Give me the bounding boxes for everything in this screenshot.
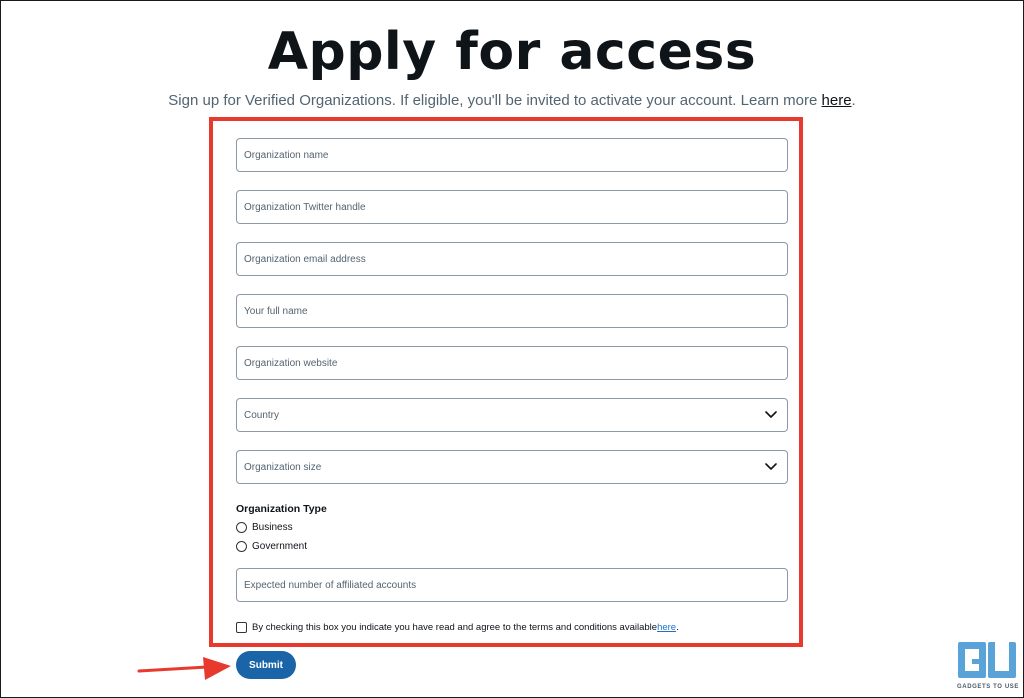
terms-end: .	[676, 621, 679, 633]
organization-name-field[interactable]	[236, 138, 788, 172]
full-name-field[interactable]	[236, 294, 788, 328]
terms-link[interactable]: here	[657, 621, 677, 633]
subtitle-text: Sign up for Verified Organizations. If eligible, you'll be invited to activate your account. Learn more	[168, 92, 822, 109]
radio-label-business: Business	[252, 521, 293, 533]
organization-website-field[interactable]	[236, 346, 788, 380]
page-subtitle	[0, 92, 1024, 110]
page-title: Apply for access	[267, 22, 757, 82]
country-select[interactable]	[236, 398, 788, 432]
twitter-handle-field[interactable]	[236, 190, 788, 224]
watermark-caption: GADGETS TO USE	[957, 684, 1019, 690]
twitter-handle-input[interactable]	[237, 191, 787, 223]
submit-button[interactable]: Submit	[236, 651, 296, 679]
affiliated-accounts-field[interactable]	[236, 568, 788, 602]
organization-email-field[interactable]	[236, 242, 788, 276]
terms-text: By checking this box you indicate you have read and agree to the terms and conditions available	[252, 621, 658, 633]
organization-name-input[interactable]	[237, 139, 787, 171]
terms-row	[236, 620, 679, 634]
radio-button[interactable]	[236, 541, 247, 552]
chevron-down-icon	[765, 410, 777, 420]
radio-option-business[interactable]	[236, 520, 293, 534]
radio-label-government: Government	[252, 540, 308, 552]
affiliated-accounts-input[interactable]	[237, 569, 787, 601]
radio-button[interactable]	[236, 522, 247, 533]
terms-checkbox[interactable]	[236, 622, 247, 633]
organization-email-input[interactable]	[237, 243, 787, 275]
country-select-label: Country	[244, 410, 280, 421]
subtitle-end: .	[851, 92, 856, 109]
full-name-input[interactable]	[237, 295, 787, 327]
organization-type-heading: Organization Type	[236, 503, 327, 515]
organization-size-select-label: Organization size	[244, 462, 322, 473]
radio-option-government[interactable]	[236, 539, 307, 553]
chevron-down-icon	[765, 462, 777, 472]
organization-website-input[interactable]	[237, 347, 787, 379]
organization-size-select[interactable]	[236, 450, 788, 484]
learn-more-link[interactable]: here	[821, 92, 852, 109]
arrow-right-icon	[137, 654, 233, 684]
